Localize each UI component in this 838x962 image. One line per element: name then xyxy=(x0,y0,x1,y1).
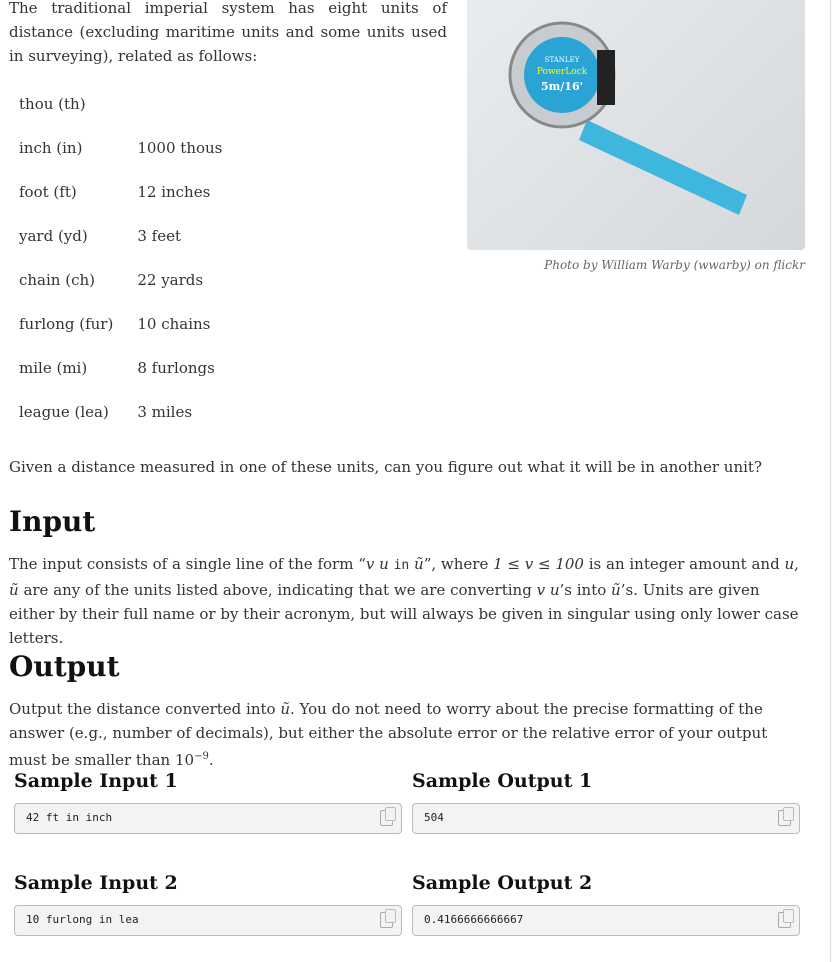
copy-icon[interactable] xyxy=(778,810,791,826)
copy-icon[interactable] xyxy=(380,912,393,928)
table-row xyxy=(11,170,230,214)
unit-value xyxy=(121,82,230,126)
output-heading: Output xyxy=(9,650,120,683)
unit-name: mile (mi) xyxy=(19,359,88,377)
tape-measure-photo xyxy=(467,0,805,250)
scrollbar[interactable] xyxy=(830,0,831,962)
unit-value: 3 feet xyxy=(137,227,181,245)
table-row xyxy=(11,346,230,390)
unit-name: inch (in) xyxy=(19,139,83,157)
sample-text: 10 furlong in lea xyxy=(26,913,139,926)
sample-input-2-label: Sample Input 2 xyxy=(14,872,178,894)
table-row xyxy=(11,82,230,126)
sample-output-2[interactable] xyxy=(412,905,800,936)
question-text: Given a distance measured in one of these units, can you figure out what it will be in another unit? xyxy=(9,458,762,476)
table-row xyxy=(11,214,230,258)
unit-value: 22 yards xyxy=(137,271,204,289)
sample-text: 0.4166666666667 xyxy=(424,913,524,926)
sample-output-1[interactable] xyxy=(412,803,800,834)
sample-input-2[interactable] xyxy=(14,905,402,936)
copy-icon[interactable] xyxy=(778,912,791,928)
sample-text: 42 ft in inch xyxy=(26,811,113,824)
tape-size: 5m/16' xyxy=(541,80,583,93)
input-heading: Input xyxy=(9,505,96,538)
sample-input-1-label: Sample Input 1 xyxy=(14,770,178,792)
photo-caption: Photo by William Warby (wwarby) on flickr xyxy=(544,258,805,272)
unit-name: league (lea) xyxy=(19,403,109,421)
unit-name: yard (yd) xyxy=(19,227,88,245)
sample-input-1[interactable] xyxy=(14,803,402,834)
table-row xyxy=(11,126,230,170)
sample-output-2-label: Sample Output 2 xyxy=(412,872,593,894)
output-description: Output the distance converted into ũ. You do not need to worry about the precise formatting of the answer (e.g., number of decimals), but either the absolute error or the relative error of your output must be smaller than $10^{-9}$. xyxy=(9,700,768,769)
unit-value: 12 inches xyxy=(137,183,211,201)
unit-value: 1000 thous xyxy=(137,139,223,157)
input-description: The input consists of a single line of the form “v u in ũ”, where 1 ≤ v ≤ 100 is an integer amount and u, ũ are any of the units listed above, indicating that we are converting v u’s into ũ’s. Units are given either by their full name or by their acronym, but will always be given in singular using only lower case letters. xyxy=(9,555,799,647)
unit-value: 3 miles xyxy=(137,403,193,421)
unit-value: 8 furlongs xyxy=(137,359,215,377)
table-row xyxy=(11,258,230,302)
unit-name: thou (th) xyxy=(19,95,86,113)
unit-name: foot (ft) xyxy=(19,183,77,201)
sample-output-1-label: Sample Output 1 xyxy=(412,770,593,792)
intro-text: The traditional imperial system has eight units of distance (excluding maritime units and some units used in surveying), related as follows: xyxy=(9,0,447,65)
tape-model: PowerLock xyxy=(536,67,588,77)
unit-value: 10 chains xyxy=(137,315,211,333)
unit-name: chain (ch) xyxy=(19,271,95,289)
copy-icon[interactable] xyxy=(380,810,393,826)
sample-text: 504 xyxy=(424,811,444,824)
table-row xyxy=(11,302,230,346)
units-table xyxy=(11,82,230,434)
tape-brand: STANLEY xyxy=(544,56,580,64)
unit-name: furlong (fur) xyxy=(19,315,114,333)
table-row xyxy=(11,390,230,434)
